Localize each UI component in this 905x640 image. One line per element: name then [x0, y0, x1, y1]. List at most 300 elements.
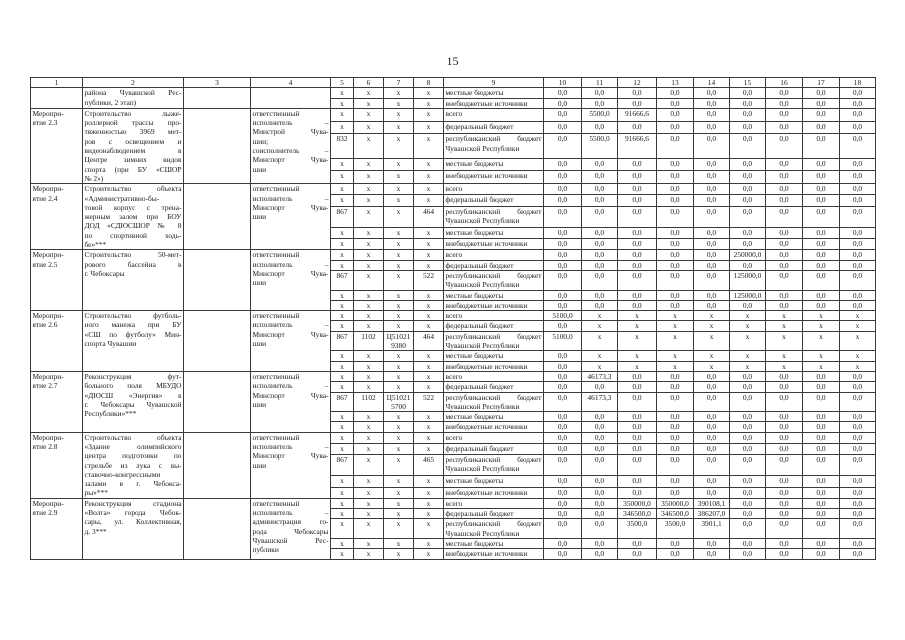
- budget-code-cell: Ц51021 5700: [384, 392, 414, 412]
- budget-code-cell: x: [354, 134, 384, 158]
- funding-source-cell: внебюджетные источники: [444, 422, 544, 432]
- amount-cell: 0,0: [657, 443, 694, 454]
- amount-cell: 0,0: [803, 227, 840, 238]
- budget-code-cell: x: [331, 361, 354, 371]
- amount-cell: 0,0: [657, 108, 694, 121]
- amount-cell: x: [766, 351, 803, 361]
- budget-code-cell: x: [384, 455, 414, 476]
- amount-cell: 350000,0: [657, 498, 694, 508]
- amount-cell: 0,0: [618, 121, 657, 134]
- budget-code-cell: 464: [414, 331, 444, 351]
- amount-cell: 0,0: [803, 422, 840, 432]
- budget-code-cell: x: [414, 227, 444, 238]
- funding-source-cell: местные бюджеты: [444, 538, 544, 548]
- amount-cell: 0,0: [803, 455, 840, 476]
- amount-cell: 0,0: [618, 392, 657, 412]
- executor-line: ответственный: [252, 432, 300, 442]
- amount-cell: 0,0: [618, 270, 657, 290]
- amount-cell: 0,0: [730, 498, 766, 508]
- amount-cell: 0,0: [582, 498, 618, 508]
- executor-cell: [251, 250, 331, 311]
- budget-code-cell: x: [414, 239, 444, 250]
- executor-line: Минспорт Чува-: [252, 329, 329, 339]
- measure-number-line: ятие 2.4: [32, 193, 58, 203]
- executor-cell: [251, 498, 331, 559]
- budget-code-cell: x: [384, 321, 414, 331]
- executor-cell: [251, 432, 331, 498]
- measure-name-line: Центре зимних видов: [84, 155, 182, 165]
- funding-source-cell: всего: [444, 498, 544, 508]
- amount-cell: x: [618, 311, 657, 321]
- amount-cell: x: [618, 351, 657, 361]
- amount-cell: 0,0: [694, 227, 730, 238]
- measure-name-line: ры»***: [84, 488, 108, 498]
- amount-cell: 0,0: [730, 134, 766, 158]
- measure-name-cell: [83, 498, 184, 559]
- amount-cell: x: [657, 311, 694, 321]
- amount-cell: x: [840, 351, 876, 361]
- amount-cell: 0,0: [803, 108, 840, 121]
- amount-cell: 0,0: [582, 412, 618, 422]
- amount-cell: 0,0: [766, 158, 803, 171]
- amount-cell: 0,0: [618, 184, 657, 195]
- amount-cell: 250000,0: [730, 250, 766, 260]
- funding-source-cell: республиканский бюджет Чувашской Республики: [445, 331, 542, 351]
- amount-cell: 0,0: [657, 538, 694, 548]
- amount-cell: 0,0: [544, 290, 582, 300]
- empty-column-cell: [184, 108, 251, 183]
- amount-cell: 0,0: [582, 443, 618, 454]
- measure-name-cell: [83, 108, 184, 183]
- amount-cell: x: [657, 351, 694, 361]
- budget-code-cell: x: [384, 227, 414, 238]
- column-number-header: 5: [331, 78, 354, 88]
- amount-cell: 0,0: [840, 432, 876, 443]
- amount-cell: 0,0: [544, 476, 582, 487]
- executor-cell: [251, 311, 331, 372]
- amount-cell: 0,0: [840, 158, 876, 171]
- amount-cell: 0,0: [803, 171, 840, 184]
- funding-source-cell: местные бюджеты: [444, 351, 544, 361]
- amount-cell: 0,0: [694, 239, 730, 250]
- amount-cell: x: [694, 351, 730, 361]
- amount-cell: x: [694, 361, 730, 371]
- amount-cell: 0,0: [840, 455, 876, 476]
- table-head: [31, 78, 876, 88]
- measure-name-line: центра подготовки по: [84, 451, 182, 461]
- measure-number-line: Меропри-: [32, 432, 64, 442]
- budget-code-cell: x: [414, 195, 444, 206]
- budget-code-cell: x: [354, 509, 384, 519]
- budget-code-cell: x: [331, 121, 354, 134]
- amount-cell: 0,0: [657, 250, 694, 260]
- measure-name-line: товой корпус с трена-: [84, 202, 182, 212]
- amount-cell: 0,0: [803, 371, 840, 381]
- budget-code-cell: x: [414, 290, 444, 300]
- measure-number-cell: [31, 498, 83, 559]
- amount-cell: 0,0: [582, 250, 618, 260]
- measure-number-cell: [31, 311, 83, 372]
- amount-cell: 0,0: [544, 371, 582, 381]
- budget-code-cell: x: [414, 432, 444, 443]
- measure-name-line: района Чувашской Рес-: [84, 88, 182, 98]
- amount-cell: 0,0: [766, 538, 803, 548]
- amount-cell: 0,0: [840, 239, 876, 250]
- amount-cell: 0,0: [694, 121, 730, 134]
- budget-code-cell: x: [384, 158, 414, 171]
- measure-number-cell: [31, 432, 83, 498]
- amount-cell: 0,0: [766, 88, 803, 98]
- amount-cell: 0,0: [694, 549, 730, 559]
- budget-code-cell: x: [384, 239, 414, 250]
- budget-code-cell: 867: [331, 392, 354, 412]
- budget-code-cell: x: [414, 422, 444, 432]
- amount-cell: 0,0: [730, 509, 766, 519]
- budget-code-cell: x: [384, 432, 414, 443]
- executor-cell: [251, 88, 331, 109]
- budget-code-cell: x: [354, 519, 384, 539]
- budget-code-cell: x: [414, 498, 444, 508]
- amount-cell: x: [582, 321, 618, 331]
- amount-cell: 0,0: [803, 88, 840, 98]
- amount-cell: x: [694, 311, 730, 321]
- budget-code-cell: x: [354, 158, 384, 171]
- amount-cell: 0,0: [766, 382, 803, 392]
- budget-code-cell: x: [384, 351, 414, 361]
- executor-line: исполнитель –: [252, 193, 329, 203]
- funding-source-cell: федеральный бюджет: [444, 260, 544, 270]
- amount-cell: x: [766, 311, 803, 321]
- amount-cell: 0,0: [544, 184, 582, 195]
- budget-code-cell: x: [331, 509, 354, 519]
- amount-cell: 0,0: [766, 121, 803, 134]
- budget-code-cell: x: [331, 549, 354, 559]
- amount-cell: x: [803, 321, 840, 331]
- amount-cell: 0,0: [657, 239, 694, 250]
- funding-source-cell: республиканский бюджет Чувашской Республики: [445, 392, 542, 411]
- budget-code-cell: x: [354, 184, 384, 195]
- budget-code-cell: x: [331, 88, 354, 98]
- budget-code-cell: 867: [331, 206, 354, 227]
- amount-cell: 0,0: [840, 171, 876, 184]
- measure-number-line: Меропри-: [32, 108, 64, 118]
- measure-name-cell: [83, 250, 184, 311]
- amount-cell: x: [582, 361, 618, 371]
- budget-code-cell: x: [354, 487, 384, 498]
- table-row: [31, 88, 876, 98]
- amount-cell: 0,0: [544, 88, 582, 98]
- measure-name-line: «ДЮСШ «Энергия» в: [84, 390, 182, 400]
- amount-cell: 0,0: [766, 184, 803, 195]
- amount-cell: 390108,1: [694, 498, 730, 508]
- amount-cell: 0,0: [803, 549, 840, 559]
- amount-cell: 0,0: [582, 509, 618, 519]
- funding-source-cell: всего: [444, 108, 544, 121]
- budget-code-cell: x: [354, 121, 384, 134]
- funding-source-cell: местные бюджеты: [444, 476, 544, 487]
- table-row: [31, 498, 876, 508]
- measure-number-cell: [31, 371, 83, 432]
- amount-cell: 0,0: [582, 239, 618, 250]
- amount-cell: 0,0: [657, 487, 694, 498]
- funding-source-cell: республиканский бюджет Чувашской Республики: [444, 455, 544, 476]
- budget-code-cell: x: [384, 476, 414, 487]
- measure-name-line: Строительство футболь-: [84, 311, 182, 321]
- budget-code-cell: x: [331, 412, 354, 422]
- amount-cell: 46173,3: [582, 371, 618, 381]
- amount-cell: 0,0: [694, 290, 730, 300]
- amount-cell: 0,0: [582, 432, 618, 443]
- amount-cell: 0,0: [803, 443, 840, 454]
- budget-code-cell: x: [354, 98, 384, 108]
- column-number-header: 12: [618, 78, 657, 88]
- amount-cell: x: [803, 351, 840, 361]
- measure-number-line: ятие 2.5: [32, 259, 58, 269]
- amount-cell: x: [582, 331, 618, 351]
- amount-cell: 0,0: [618, 412, 657, 422]
- amount-cell: 0,0: [766, 549, 803, 559]
- executor-line: исполнитель –: [252, 118, 329, 128]
- amount-cell: 0,0: [618, 476, 657, 487]
- executor-cell: [251, 108, 331, 183]
- funding-source-cell: всего: [444, 371, 544, 381]
- budget-code-cell: x: [384, 412, 414, 422]
- amount-cell: 0,0: [766, 195, 803, 206]
- amount-cell: 0,0: [582, 270, 618, 290]
- amount-cell: 0,0: [694, 171, 730, 184]
- amount-cell: 0,0: [694, 88, 730, 98]
- amount-cell: 0,0: [657, 371, 694, 381]
- amount-cell: 0,0: [582, 549, 618, 559]
- amount-cell: 0,0: [694, 412, 730, 422]
- executor-line: ответственный: [252, 311, 300, 321]
- amount-cell: x: [694, 321, 730, 331]
- budget-code-cell: x: [331, 443, 354, 454]
- budget-code-cell: x: [414, 351, 444, 361]
- budget-code-cell: x: [384, 206, 414, 227]
- amount-cell: 0,0: [803, 382, 840, 392]
- budget-code-cell: x: [414, 121, 444, 134]
- measure-name-line: Республики»***: [84, 409, 137, 419]
- amount-cell: 0,0: [657, 549, 694, 559]
- measure-name-line: Реконструкция фут-: [84, 371, 182, 381]
- budget-code-cell: x: [414, 443, 444, 454]
- amount-cell: 0,0: [766, 476, 803, 487]
- amount-cell: 0,0: [766, 300, 803, 310]
- budget-code-cell: x: [354, 290, 384, 300]
- budget-code-cell: 1102: [354, 331, 384, 351]
- amount-cell: 0,0: [766, 371, 803, 381]
- executor-line: ответственный: [252, 250, 300, 260]
- table-row: [31, 250, 876, 260]
- measure-name-line: видеонаблюдением в: [84, 146, 182, 156]
- amount-cell: x: [657, 331, 694, 351]
- amount-cell: 0,0: [582, 487, 618, 498]
- amount-cell: 0,0: [657, 158, 694, 171]
- amount-cell: 0,0: [544, 98, 582, 108]
- budget-code-cell: x: [354, 538, 384, 548]
- funding-source-cell: федеральный бюджет: [444, 443, 544, 454]
- amount-cell: 0,0: [840, 300, 876, 310]
- funding-source-cell: всего: [444, 250, 544, 260]
- amount-cell: 0,0: [840, 519, 876, 539]
- amount-cell: 0,0: [766, 498, 803, 508]
- amount-cell: 0,0: [544, 509, 582, 519]
- column-number-header: 6: [354, 78, 384, 88]
- measure-name-line: № 2»): [84, 173, 104, 183]
- amount-cell: 0,0: [840, 443, 876, 454]
- amount-cell: 0,0: [766, 432, 803, 443]
- budget-code-cell: x: [414, 108, 444, 121]
- budget-code-cell: x: [331, 311, 354, 321]
- amount-cell: 0,0: [840, 412, 876, 422]
- funding-source-cell: внебюджетные источники: [444, 300, 544, 310]
- budget-code-cell: 1102: [354, 392, 384, 412]
- amount-cell: 346500,0: [657, 509, 694, 519]
- amount-cell: 0,0: [730, 108, 766, 121]
- measure-name-line: тяженностью 3969 мет-: [84, 127, 182, 137]
- empty-column-cell: [184, 432, 251, 498]
- budget-code-cell: x: [384, 88, 414, 98]
- measure-number-line: ятие 2.9: [32, 508, 58, 518]
- measure-name-line: д. 3***: [84, 526, 107, 536]
- amount-cell: 0,0: [582, 382, 618, 392]
- executor-line: Минспорт Чува-: [252, 268, 329, 278]
- amount-cell: 0,0: [840, 195, 876, 206]
- amount-cell: x: [803, 331, 840, 351]
- table-row: [31, 371, 876, 381]
- amount-cell: 0,0: [766, 509, 803, 519]
- amount-cell: 0,0: [803, 519, 840, 539]
- amount-cell: 0,0: [657, 88, 694, 98]
- amount-cell: 0,0: [730, 443, 766, 454]
- measure-name-line: Строительство объекта: [84, 432, 182, 442]
- funding-source-cell: местные бюджеты: [444, 158, 544, 171]
- measure-name-line: публики, 2 этап): [84, 97, 137, 107]
- funding-source-cell: местные бюджеты: [444, 227, 544, 238]
- amount-cell: 0,0: [766, 206, 803, 227]
- executor-line: Чувашской Рес-: [252, 535, 329, 545]
- budget-code-cell: x: [331, 171, 354, 184]
- budget-code-cell: x: [384, 270, 414, 290]
- budget-code-cell: x: [331, 158, 354, 171]
- amount-cell: 0,0: [766, 519, 803, 539]
- measure-number-line: Меропри-: [32, 371, 64, 381]
- measure-number-cell: [31, 88, 83, 109]
- amount-cell: 0,0: [730, 455, 766, 476]
- amount-cell: 0,0: [803, 121, 840, 134]
- budget-code-cell: x: [331, 432, 354, 443]
- budget-code-cell: x: [331, 239, 354, 250]
- budget-code-cell: x: [384, 361, 414, 371]
- budget-code-cell: x: [414, 184, 444, 195]
- amount-cell: 0,0: [730, 476, 766, 487]
- amount-cell: 0,0: [840, 121, 876, 134]
- budget-code-cell: x: [384, 250, 414, 260]
- empty-column-cell: [184, 498, 251, 559]
- amount-cell: 3901,1: [694, 519, 730, 539]
- amount-cell: 0,0: [840, 487, 876, 498]
- amount-cell: 0,0: [657, 227, 694, 238]
- amount-cell: 0,0: [730, 239, 766, 250]
- amount-cell: 0,0: [657, 270, 694, 290]
- column-number-header: 18: [840, 78, 876, 88]
- page-number: 15: [446, 54, 459, 68]
- amount-cell: 0,0: [544, 134, 582, 158]
- measure-name-line: Реконструкция стадиона: [84, 498, 182, 508]
- amount-cell: x: [840, 311, 876, 321]
- budget-code-cell: x: [354, 443, 384, 454]
- amount-cell: 0,0: [618, 98, 657, 108]
- amount-cell: 0,0: [803, 392, 840, 412]
- budget-code-cell: x: [354, 227, 384, 238]
- budget-code-cell: x: [414, 487, 444, 498]
- funding-source-cell: всего: [444, 432, 544, 443]
- column-number-header: 2: [83, 78, 184, 88]
- measure-number-cell: [31, 184, 83, 250]
- amount-cell: x: [657, 361, 694, 371]
- amount-cell: x: [618, 331, 657, 351]
- amount-cell: 0,0: [618, 239, 657, 250]
- amount-cell: 0,0: [803, 184, 840, 195]
- executor-line: публики: [252, 545, 279, 555]
- amount-cell: 0,0: [730, 184, 766, 195]
- amount-cell: x: [803, 361, 840, 371]
- amount-cell: 0,0: [803, 158, 840, 171]
- amount-cell: 0,0: [840, 227, 876, 238]
- budget-code-cell: x: [384, 195, 414, 206]
- budget-code-cell: x: [354, 206, 384, 227]
- amount-cell: 0,0: [694, 300, 730, 310]
- amount-cell: 0,0: [582, 171, 618, 184]
- budget-code-cell: x: [354, 195, 384, 206]
- amount-cell: 0,0: [544, 361, 582, 371]
- table-row: [31, 184, 876, 195]
- amount-cell: x: [766, 361, 803, 371]
- amount-cell: 0,0: [618, 171, 657, 184]
- amount-cell: 0,0: [582, 260, 618, 270]
- amount-cell: 0,0: [766, 422, 803, 432]
- budget-code-cell: x: [354, 321, 384, 331]
- funding-source-cell: всего: [444, 311, 544, 321]
- amount-cell: 0,0: [582, 300, 618, 310]
- measure-name-line: г. Чебоксары: [84, 268, 125, 278]
- amount-cell: 0,0: [840, 509, 876, 519]
- budget-code-cell: x: [384, 538, 414, 548]
- budget-code-cell: x: [414, 371, 444, 381]
- amount-cell: 0,0: [840, 260, 876, 270]
- amount-cell: 0,0: [730, 432, 766, 443]
- amount-cell: 0,0: [544, 549, 582, 559]
- amount-cell: 0,0: [840, 422, 876, 432]
- amount-cell: 0,0: [730, 88, 766, 98]
- table-row: [31, 432, 876, 443]
- measure-name-cell: [83, 88, 184, 109]
- column-number-header: 14: [694, 78, 730, 88]
- executor-line: Минспорт Чува-: [252, 155, 329, 165]
- budget-code-cell: x: [354, 300, 384, 310]
- amount-cell: 5500,0: [582, 134, 618, 158]
- amount-cell: 0,0: [657, 432, 694, 443]
- amount-cell: 125000,0: [730, 290, 766, 300]
- amount-cell: 0,0: [694, 382, 730, 392]
- amount-cell: 0,0: [582, 98, 618, 108]
- amount-cell: 0,0: [582, 519, 618, 539]
- measure-name-line: г. Чебоксары Чувашской: [84, 399, 182, 409]
- amount-cell: 0,0: [582, 476, 618, 487]
- amount-cell: 0,0: [657, 206, 694, 227]
- budget-code-cell: x: [414, 171, 444, 184]
